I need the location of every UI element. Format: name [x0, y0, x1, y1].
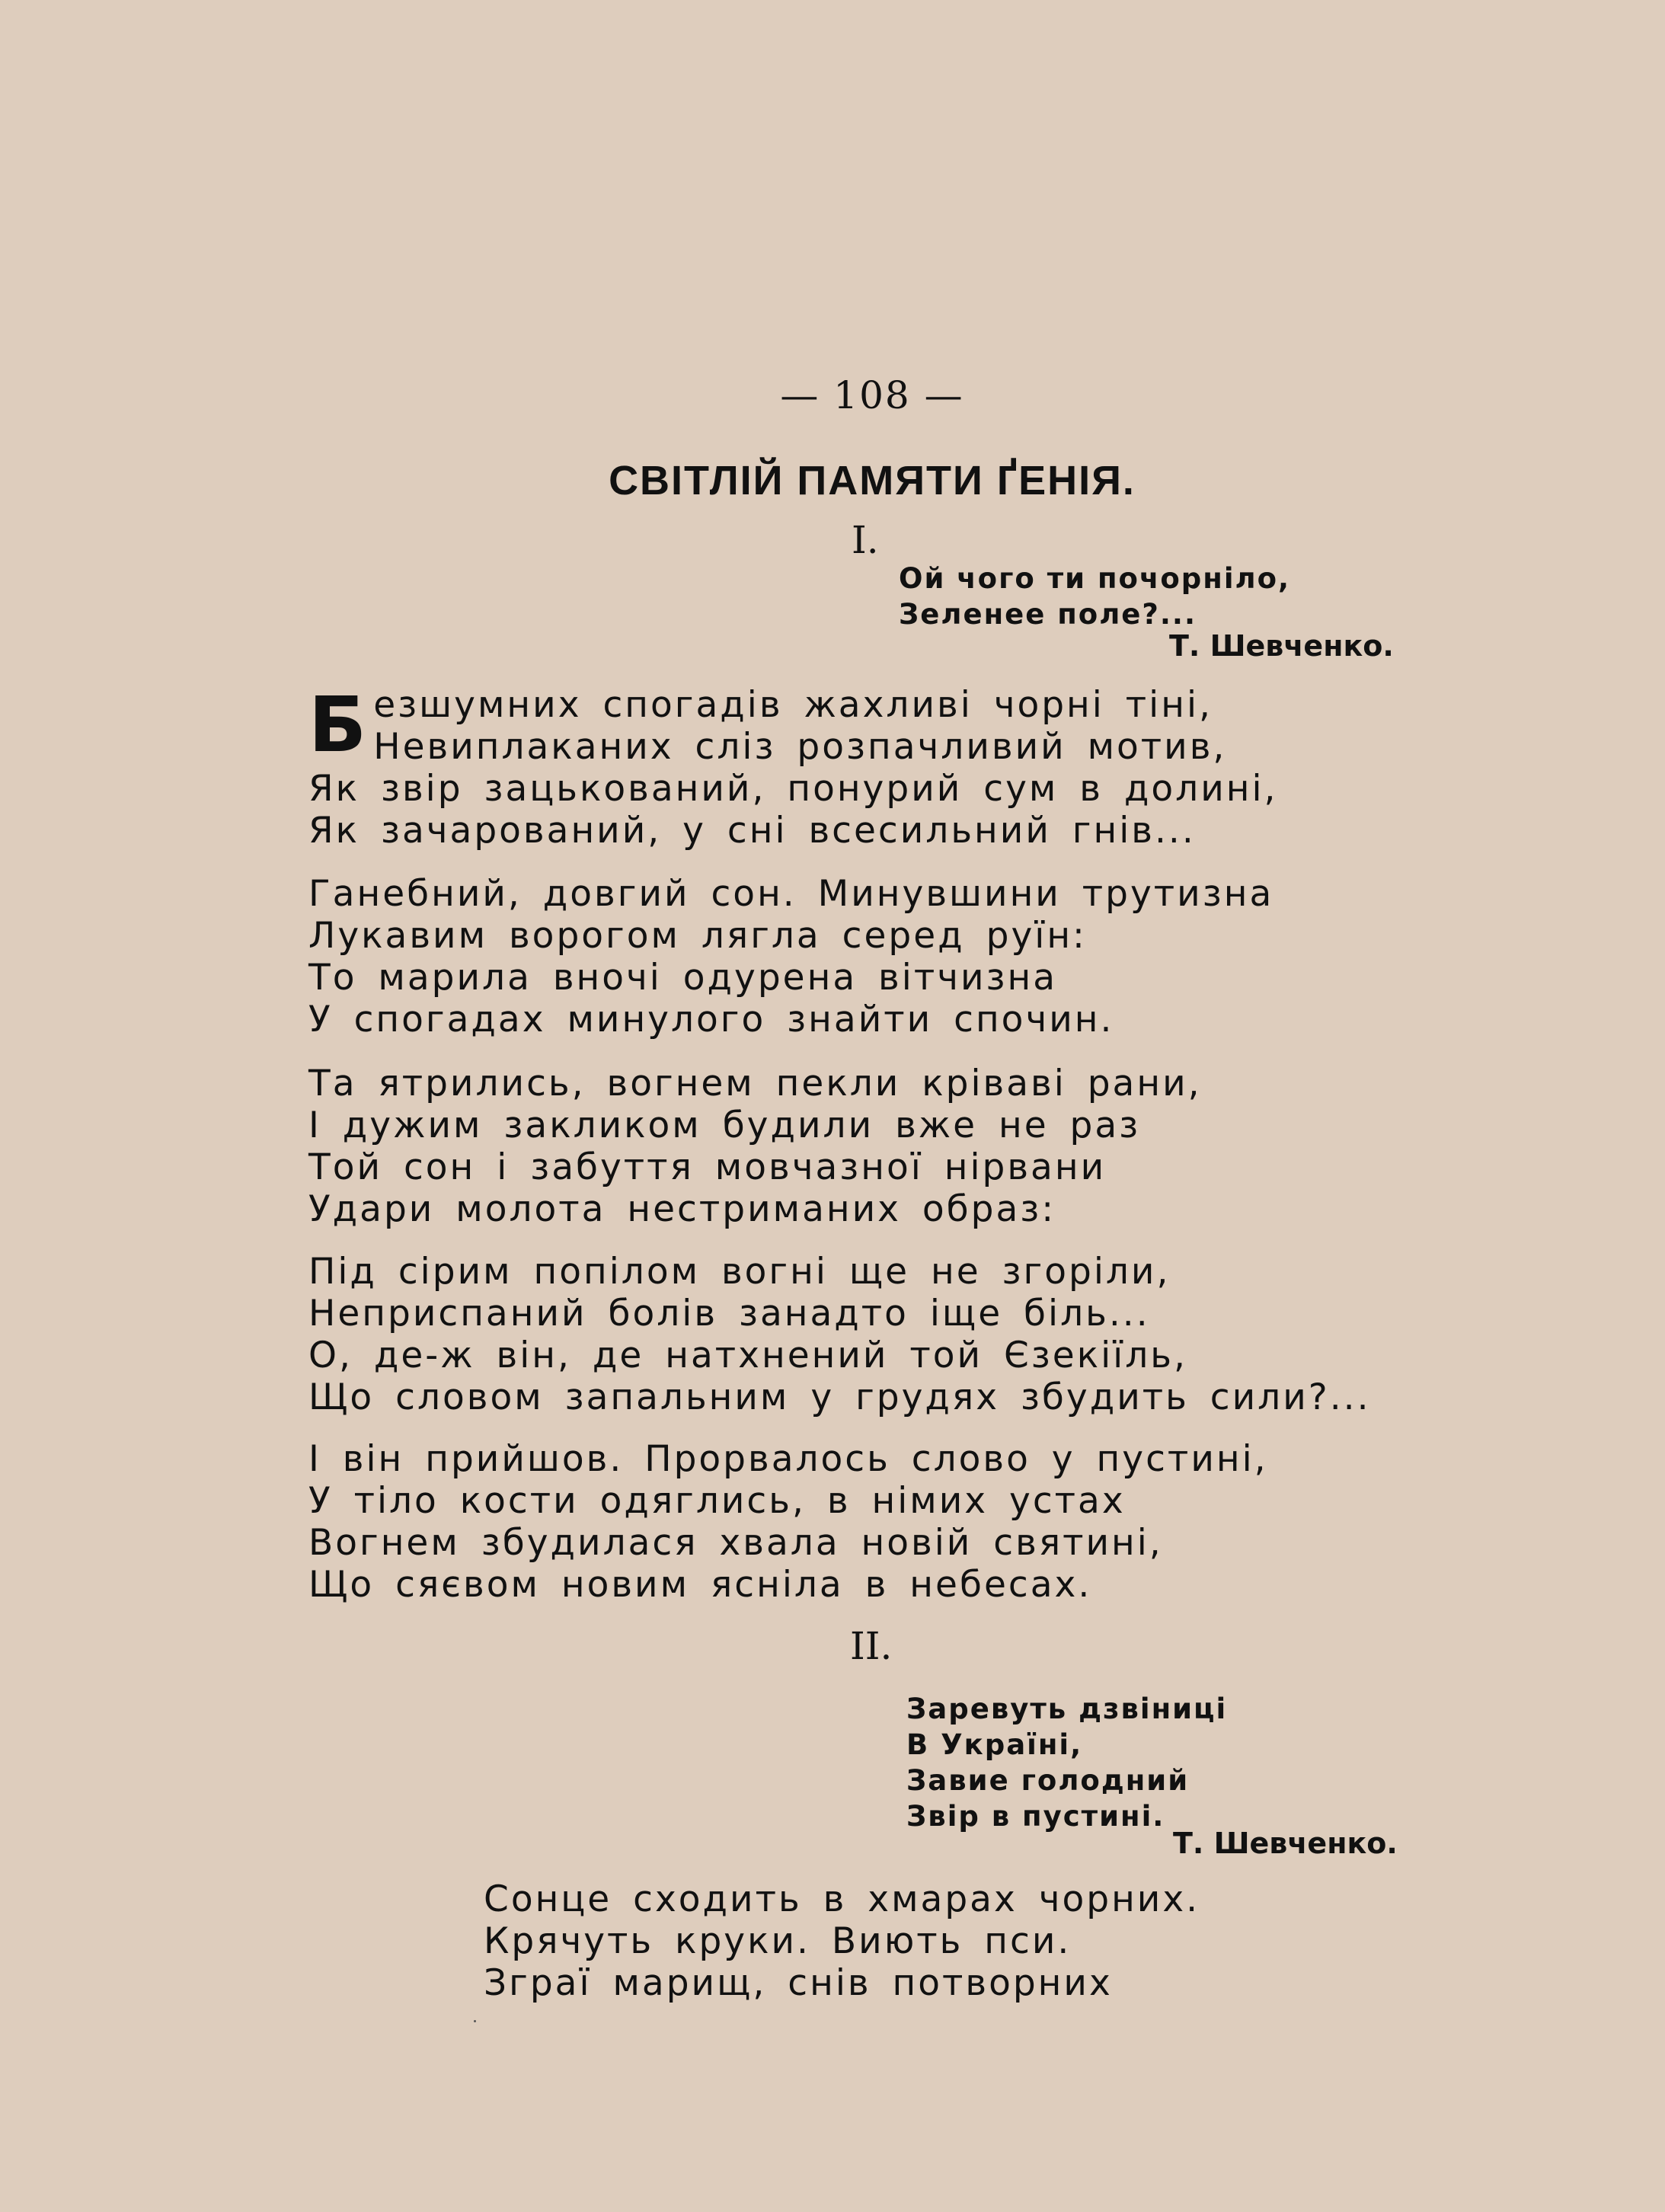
stanza-4-line-1: Під сірим попілом вогні ще не згоріли,: [308, 1251, 1171, 1293]
stanza-4-line-3: О, де-ж він, де натхнений той Єзекіїль,: [308, 1335, 1187, 1376]
stanza-2-line-1: Ганебний, довгий сон. Минувшини трутизна: [308, 873, 1274, 915]
stanza-6-line-2: Крячуть круки. Виють пси.: [484, 1920, 1072, 1962]
stanza-3: [308, 1063, 1202, 1230]
stanza-5-line-1: І він прийшов. Прорвалось слово у пустині,: [308, 1438, 1268, 1480]
stanza-6-line-1: Сонце сходить в хмарах чорних.: [484, 1878, 1200, 1920]
stanza-1-line-1-text: езшумних спогадів жахливі чорні тіні,: [373, 684, 1213, 726]
stanza-1-line-4: Як зачарований, у сні всесильний гнів...: [308, 810, 1196, 852]
stanza-2-line-3: То марила вночі одурена вітчизна: [308, 957, 1058, 999]
page-number: — 108 —: [780, 373, 964, 417]
stanza-3-line-3: Той сон і забуття мовчазної нірвани: [308, 1146, 1107, 1188]
stanza-4-line-4: Що словом запальним у грудях збудить сили?...: [308, 1376, 1371, 1418]
epigraph-2-attribution: Т. Шевченко.: [1173, 1827, 1398, 1860]
stanza-3-line-1: Та ятрились, вогнем пекли кріваві рани,: [308, 1063, 1202, 1104]
section-marker-2: II.: [850, 1624, 893, 1668]
epigraph-1-line-1: Ой чого ти почорніло,: [899, 562, 1291, 595]
page-title: СВІТЛІЙ ПАМЯТИ ҐЕНІЯ.: [609, 458, 1136, 503]
stanza-5: [308, 1438, 1268, 1606]
epigraph-1-attribution: Т. Шевченко.: [1169, 629, 1394, 663]
epigraph-2-line-1: Заревуть дзвіниці: [906, 1693, 1228, 1725]
print-speck: [474, 2020, 476, 2022]
epigraph-2-line-2: В Україні,: [906, 1728, 1083, 1761]
section-marker-1: I.: [852, 518, 879, 562]
epigraph-2-line-4: Звір в пустині.: [906, 1800, 1165, 1833]
drop-cap: Б: [308, 680, 369, 769]
stanza-5-line-2: У тіло кости одяглись, в німих устах: [308, 1480, 1126, 1522]
stanza-4: [308, 1251, 1371, 1418]
epigraph-2: [906, 1691, 1227, 1834]
stanza-3-line-4: Удари молота нестриманих образ:: [308, 1188, 1056, 1230]
epigraph-1: [899, 561, 1290, 632]
stanza-1: [308, 680, 1278, 852]
stanza-5-line-4: Що сяєвом новим ясніла в небесах.: [308, 1564, 1092, 1606]
stanza-6: [484, 1878, 1200, 2004]
stanza-3-line-2: І дужим закликом будили вже не раз: [308, 1104, 1141, 1146]
stanza-6-line-3: Зграї марищ, снів потворних: [484, 1962, 1113, 2004]
stanza-2-line-2: Лукавим ворогом лягла серед руїн:: [308, 915, 1087, 957]
stanza-4-line-2: Неприспаний болів занадто іще біль...: [308, 1293, 1150, 1335]
epigraph-1-line-2: Зеленее поле?...: [899, 598, 1197, 631]
stanza-2-line-4: У спогадах минулого знайти спочин.: [308, 999, 1114, 1040]
stanza-5-line-3: Вогнем збудилася хвала новій святині,: [308, 1522, 1163, 1564]
epigraph-2-line-3: Завие голодний: [906, 1764, 1190, 1797]
stanza-2: [308, 873, 1274, 1040]
stanza-1-line-2: Невиплаканих сліз розпачливий мотив,: [373, 726, 1227, 768]
stanza-1-line-3: Як звір зацькований, понурий сум в долині,: [308, 768, 1278, 810]
